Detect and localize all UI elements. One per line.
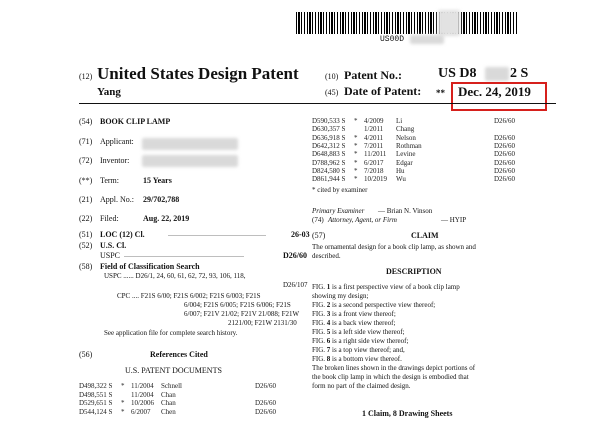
reference-date: 10/2019	[364, 175, 387, 184]
figure-number: 8	[326, 355, 331, 363]
us-cl-value: D26/60	[283, 251, 307, 260]
reference-star: *	[121, 382, 125, 390]
reference-date: 6/2017	[364, 158, 384, 167]
appl-no-value: 29/702,788	[143, 195, 180, 204]
patent-no-label: Patent No.:	[344, 68, 402, 82]
f71-num: (71)	[79, 137, 93, 146]
description-line: The broken lines shown in the drawings depict portions of	[312, 364, 476, 372]
reference-class: D26/60	[494, 166, 515, 175]
description-line: FIG. 1 is a first perspective view of a book clip lamp	[312, 283, 460, 291]
date-num: (45)	[325, 88, 339, 97]
reference-date: 4/2011	[364, 133, 384, 142]
filed-label: Filed:	[100, 214, 119, 223]
reference-name: Schnell	[161, 382, 182, 390]
reference-date: 11/2011	[364, 150, 387, 159]
reference-star: *	[121, 407, 125, 416]
appl-no-label: Appl. No.:	[100, 195, 134, 204]
description-line: FIG. 5 is a left side view thereof;	[312, 328, 405, 336]
reference-name: Levine	[396, 150, 416, 159]
header-rule	[79, 103, 556, 104]
reference-class: D26/60	[494, 133, 515, 142]
figure-number: 5	[326, 328, 331, 336]
reference-date: 4/2009	[364, 117, 384, 125]
reference-name: Hu	[396, 166, 405, 175]
reference-name: Chan	[161, 390, 176, 399]
description-line: FIG. 2 is a second perspective view thereof;	[312, 301, 436, 309]
field-search-cpc2: 6/004; F21S 6/005; F21S 6/006; F21S	[184, 301, 291, 309]
reference-class: D26/60	[494, 175, 515, 184]
reference-star: *	[354, 133, 358, 142]
reference-star: *	[354, 175, 358, 184]
cited-note: * cited by examiner	[312, 186, 368, 194]
inventor-name: Yang	[97, 86, 121, 98]
reference-number: D529,651 S	[79, 399, 113, 407]
description-line: FIG. 7 is a top view thereof; and,	[312, 346, 405, 354]
redacted-inventor	[142, 155, 238, 167]
claim-line-2: described.	[312, 252, 341, 260]
redacted-applicant	[142, 138, 238, 150]
reference-name: Li	[396, 117, 403, 125]
barcode-number: US00D	[380, 35, 405, 44]
field-search-cpc3: 6/007; F21V 21/02; F21V 21/088; F21W	[184, 310, 300, 318]
examiner-label: Primary Examiner	[312, 207, 365, 215]
examiner-name: — Brian N. Vinson	[378, 207, 433, 215]
reference-star: *	[354, 150, 358, 159]
reference-class: D26/60	[255, 399, 276, 407]
claim-num: (57)	[312, 231, 326, 240]
reference-number: D544,124 S	[79, 407, 113, 416]
attorney-num: (74)	[312, 216, 324, 224]
field-search-label: Field of Classification Search	[100, 262, 200, 271]
reference-date: 7/2018	[364, 166, 384, 175]
f52-num: (52)	[79, 241, 93, 250]
patent-no-prefix: US D8	[438, 66, 477, 81]
loc-value: 26-03	[291, 230, 310, 239]
field-search-uspc: USPC ...... D26/1, 24, 60, 61, 62, 72, 93, 106, 118,	[104, 272, 246, 280]
redacted-barcode-number	[410, 35, 444, 44]
f72-num: (72)	[79, 156, 93, 165]
barcode	[296, 12, 518, 34]
reference-name: Nelson	[396, 133, 416, 142]
loc-dots: .................................................	[168, 229, 266, 238]
reference-class: D26/60	[494, 158, 515, 167]
term-value: 15 Years	[143, 176, 172, 185]
reference-name: Rothman	[396, 141, 422, 150]
reference-class: D26/60	[255, 407, 276, 416]
f56-num: (56)	[79, 350, 93, 359]
number-label: (12)	[79, 72, 93, 81]
figure-number: 6	[326, 337, 331, 345]
date-label: Date of Patent:	[344, 84, 422, 98]
description-line: FIG. 4 is a back view thereof;	[312, 319, 396, 327]
reference-date: 6/2007	[131, 407, 151, 416]
patent-no-suffix: 2 S	[510, 66, 529, 81]
field-search-note: See application file for complete search history.	[104, 329, 238, 337]
reference-number: D498,322 S	[79, 382, 113, 390]
us-cl-sub: USPC	[100, 251, 121, 260]
reference-number: D636,918 S	[312, 133, 346, 142]
reference-class: D26/60	[494, 150, 515, 159]
description-line: showing my design;	[312, 292, 369, 300]
f54-num: (54)	[79, 117, 93, 126]
reference-name: Chan	[161, 399, 176, 407]
loc-label: LOC (12) Cl.	[100, 230, 145, 239]
field-search-cpc1: CPC .... F21S 6/00; F21S 6/002; F21S 6/003; F21S	[117, 292, 261, 300]
reference-name: Chang	[396, 125, 415, 134]
reference-date: 7/2011	[364, 141, 384, 150]
figure-number: 7	[326, 346, 331, 354]
f58-num: (58)	[79, 262, 93, 271]
refs-cited-label: References Cited	[150, 350, 208, 359]
redacted-patent-no	[485, 67, 509, 81]
field-search-cpc4: 2121/00; F21W 2131/30	[228, 319, 297, 327]
applicant-label: Applicant:	[100, 137, 134, 146]
reference-number: D590,533 S	[312, 117, 346, 125]
description-title: DESCRIPTION	[386, 267, 442, 276]
filed-value: Aug. 22, 2019	[143, 214, 190, 223]
reference-number: D824,580 S	[312, 166, 346, 175]
design-title: BOOK CLIP LAMP	[100, 117, 171, 126]
figure-number: 3	[326, 310, 331, 318]
reference-star: *	[354, 141, 358, 150]
f51-num: (51)	[79, 230, 93, 239]
reference-date: 1/2011	[364, 125, 384, 134]
reference-star: *	[354, 117, 358, 125]
figure-number: 4	[326, 319, 331, 327]
figure-number: 2	[326, 301, 331, 309]
reference-number: D648,883 S	[312, 150, 346, 159]
term-label: Term:	[100, 176, 119, 185]
reference-date: 10/2006	[131, 399, 154, 407]
f22-num: (22)	[79, 214, 93, 223]
reference-number: D642,312 S	[312, 141, 346, 150]
inventor-label: Inventor:	[100, 156, 130, 165]
us-cl-label: U.S. Cl.	[100, 241, 127, 250]
reference-number: D788,962 S	[312, 158, 346, 167]
reference-star: *	[354, 158, 358, 167]
description-line: form no part of the claimed design.	[312, 382, 411, 390]
date-value: Dec. 24, 2019	[458, 84, 531, 99]
reference-class: D26/60	[494, 141, 515, 150]
redacted-barcode	[438, 10, 460, 36]
us-cl-dots: ............................................................	[124, 250, 244, 259]
description-line: FIG. 3 is a front view thereof;	[312, 310, 396, 318]
reference-name: Chen	[161, 407, 176, 416]
figure-number: 1	[326, 283, 331, 291]
reference-row	[79, 408, 285, 417]
date-highlight-box	[451, 82, 547, 111]
us-docs-title: U.S. PATENT DOCUMENTS	[125, 366, 222, 375]
reference-number: D861,944 S	[312, 175, 346, 184]
attorney-label: Attorney, Agent, or Firm	[328, 216, 397, 224]
reference-star: *	[354, 166, 358, 175]
attorney-name: — HYIP	[441, 216, 467, 224]
field-search-uspc2: D26/107	[283, 281, 308, 289]
drawing-sheets: 1 Claim, 8 Drawing Sheets	[362, 409, 453, 418]
patent-no-num: (10)	[325, 72, 339, 81]
term-num: (**)	[79, 176, 93, 185]
reference-star: *	[121, 399, 125, 407]
reference-class: D26/60	[255, 382, 276, 390]
description-line: FIG. 6 is a right side view thereof;	[312, 337, 409, 345]
reference-class: D26/60	[494, 117, 515, 125]
reference-date: 11/2004	[131, 382, 154, 390]
reference-row	[312, 175, 524, 184]
reference-name: Edgar	[396, 158, 413, 167]
date-stars: **	[436, 88, 445, 98]
claim-line-1: The ornamental design for a book clip lamp, as shown and	[312, 243, 476, 251]
f21-num: (21)	[79, 195, 93, 204]
description-line: the book clip lamp in which the design is embodied that	[312, 373, 469, 381]
description-line: FIG. 8 is a bottom view thereof.	[312, 355, 402, 363]
reference-number: D498,551 S	[79, 390, 113, 399]
reference-name: Wu	[396, 175, 406, 184]
claim-title: CLAIM	[411, 231, 439, 240]
reference-date: 11/2004	[131, 390, 154, 399]
patent-title: United States Design Patent	[97, 64, 299, 83]
reference-number: D630,357 S	[312, 125, 346, 134]
